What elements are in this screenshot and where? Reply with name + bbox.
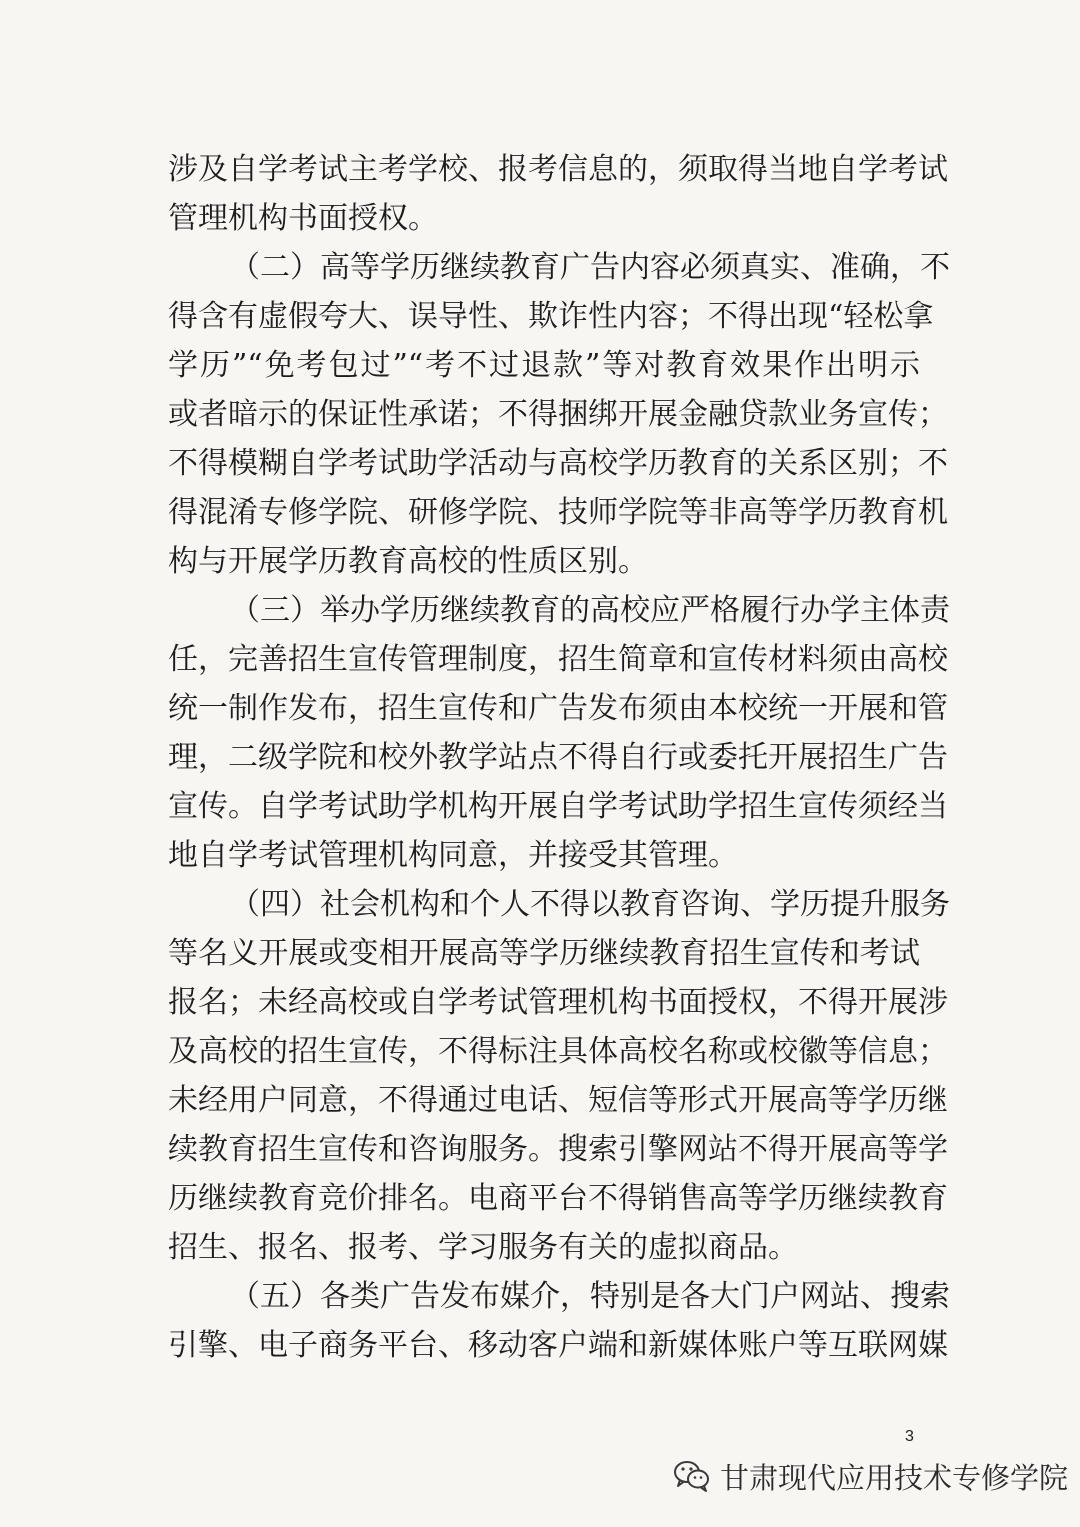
source-watermark: [672, 1456, 1068, 1496]
text-line: 宣传。自学考试助学机构开展自学考试助学招生宣传须经当: [168, 789, 948, 824]
text-line: 不得模糊自学考试助学活动与高校学历教育的关系区别；不: [168, 446, 948, 481]
text-line: （五）各类广告发布媒介，特别是各大门户网站、搜索: [230, 1279, 950, 1314]
text-line: 历继续教育竞价排名。电商平台不得销售高等学历继续教育: [168, 1181, 948, 1216]
text-line: 引擎、电子商务平台、移动客户端和新媒体账户等互联网媒: [168, 1328, 948, 1363]
text-line: 续教育招生宣传和咨询服务。搜索引擎网站不得开展高等学: [168, 1132, 948, 1167]
text-line: 统一制作发布，招生宣传和广告发布须由本校统一开展和管: [168, 691, 948, 726]
text-line: （四）社会机构和个人不得以教育咨询、学历提升服务: [230, 887, 950, 922]
text-line: 或者暗示的保证性承诺；不得捆绑开展金融贷款业务宣传；: [168, 397, 948, 432]
text-line: 得含有虚假夸大、误导性、欺诈性内容；不得出现“轻松拿: [168, 299, 934, 334]
page-number: 3: [905, 1428, 914, 1445]
wechat-icon: [672, 1459, 712, 1493]
text-line: 学历”“免考包过”“考不过退款”等对教育效果作出明示: [168, 348, 920, 383]
document-body: [168, 145, 950, 1370]
text-line: 等名义开展或变相开展高等学历继续教育招生宣传和考试: [168, 936, 920, 971]
text-line: 招生、报名、报考、学习服务有关的虚拟商品。: [168, 1230, 798, 1265]
text-line: 得混淆专修学院、研修学院、技师学院等非高等学历教育机: [168, 495, 948, 530]
text-line: （二）高等学历继续教育广告内容必须真实、准确，不: [230, 250, 950, 285]
text-line: 地自学考试管理机构同意，并接受其管理。: [168, 838, 738, 873]
text-line: 理，二级学院和校外教学站点不得自行或委托开展招生广告: [168, 740, 948, 775]
text-line: 未经用户同意，不得通过电话、短信等形式开展高等学历继: [168, 1083, 948, 1118]
text-line: 管理机构书面授权。: [168, 201, 438, 236]
text-line: 报名；未经高校或自学考试管理机构书面授权，不得开展涉: [168, 985, 948, 1020]
watermark-text: 甘肃现代应用技术专修学院: [720, 1460, 1069, 1495]
text-line: 任，完善招生宣传管理制度，招生简章和宣传材料须由高校: [168, 642, 948, 677]
text-line: 构与开展学历教育高校的性质区别。: [168, 544, 648, 579]
text-line: 及高校的招生宣传，不得标注具体高校名称或校徽等信息；: [168, 1034, 948, 1069]
text-line: （三）举办学历继续教育的高校应严格履行办学主体责: [230, 593, 950, 628]
text-line: 涉及自学考试主考学校、报考信息的，须取得当地自学考试: [168, 152, 948, 187]
